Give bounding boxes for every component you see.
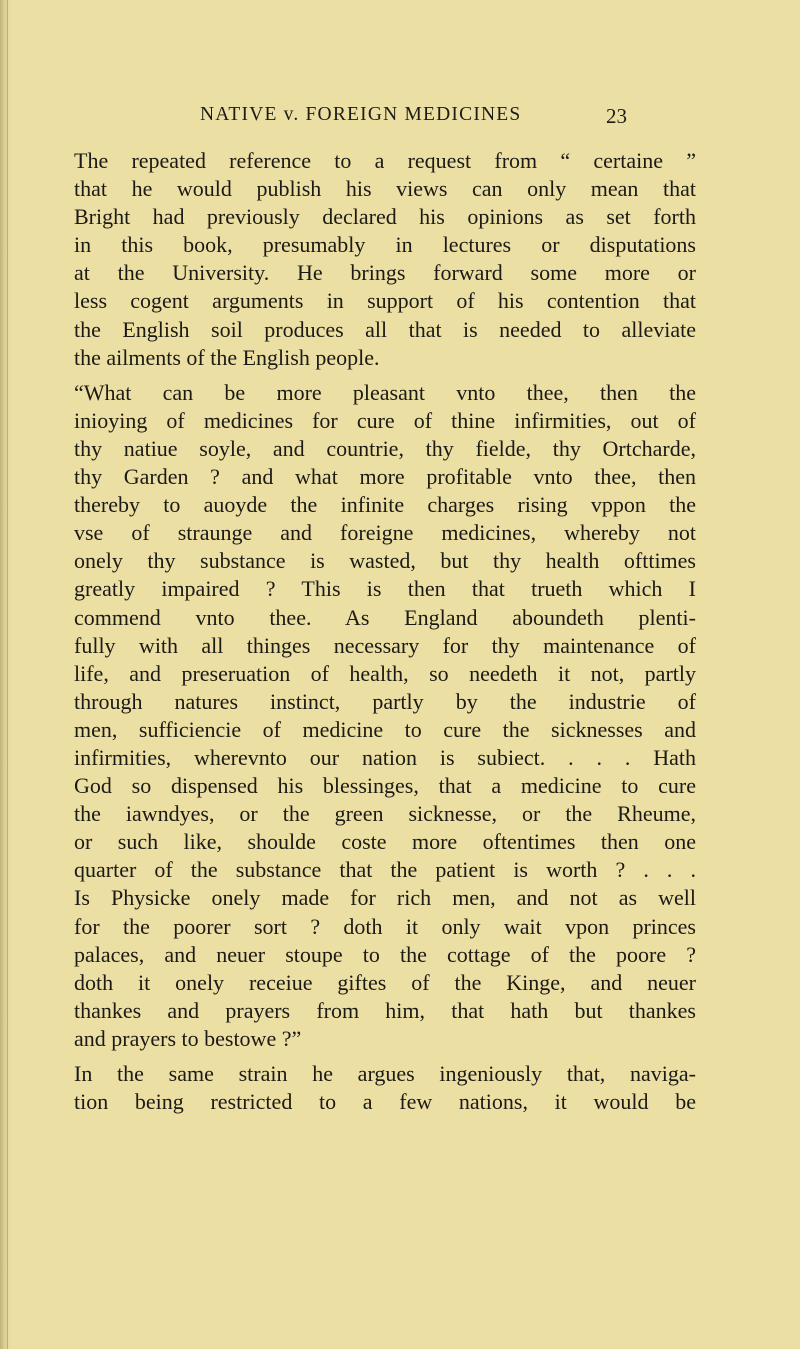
text-line: “What can be more pleasant vnto thee, then the xyxy=(74,379,696,405)
text-line: for the poorer sort ? doth it only wait vpon princes xyxy=(74,913,696,939)
text-line: through natures instinct, partly by the industrie of xyxy=(74,688,696,714)
text-line: Bright had previously declared his opinions as set forth xyxy=(74,204,696,230)
running-head-title: NATIVE v. FOREIGN MEDICINES xyxy=(200,104,522,125)
page-number: 23 xyxy=(606,104,627,128)
text-body xyxy=(74,147,696,1123)
text-line: thereby to auoyde the infinite charges rising vppon the xyxy=(74,492,696,518)
paragraph-2-quotation xyxy=(74,379,696,1053)
text-line: life, and preseruation of health, so needeth it not, partly xyxy=(74,660,696,686)
text-line: quarter of the substance that the patient is worth ? . . . xyxy=(74,857,696,883)
text-line: in this book, presumably in lectures or disputations xyxy=(74,232,696,258)
text-line: doth it onely receiue giftes of the Kinge, and neuer xyxy=(74,969,696,995)
text-line: at the University. He brings forward some more or xyxy=(74,260,696,286)
text-line: palaces, and neuer stoupe to the cottage of the poore ? xyxy=(74,941,696,967)
running-head xyxy=(200,104,627,126)
text-line: Is Physicke onely made for rich men, and not as well xyxy=(74,885,696,911)
text-line: or such like, shoulde coste more oftentimes then one xyxy=(74,829,696,855)
text-line: thy Garden ? and what more profitable vnto thee, then xyxy=(74,464,696,490)
text-line: tion being restricted to a few nations, it would be xyxy=(74,1089,696,1115)
text-line: fully with all thinges necessary for thy maintenance of xyxy=(74,632,696,658)
text-line: thankes and prayers from him, that hath but thankes xyxy=(74,997,696,1023)
text-line: The repeated reference to a request from “ certaine ” xyxy=(74,148,696,173)
text-line: and prayers to bestowe ?” xyxy=(74,1025,302,1051)
text-line: commend vnto thee. As England aboundeth plenti- xyxy=(74,604,696,630)
page-gutter-shadow xyxy=(0,0,12,1349)
text-line: thy natiue soyle, and countrie, thy fielde, thy Ortcharde, xyxy=(74,435,696,461)
page-edge-line xyxy=(7,0,8,1349)
text-line: that he would publish his views can only mean that xyxy=(74,176,696,202)
text-line: men, sufficiencie of medicine to cure the sicknesses and xyxy=(74,716,696,742)
text-line: the English soil produces all that is needed to alleviate xyxy=(74,316,696,342)
text-line: In the same strain he argues ingeniously that, naviga- xyxy=(74,1061,696,1086)
text-line: the iawndyes, or the green sicknesse, or the Rheume, xyxy=(74,801,696,827)
paragraph-1 xyxy=(74,147,696,372)
text-line: vse of straunge and foreigne medicines, whereby not xyxy=(74,520,696,546)
paragraph-3 xyxy=(74,1060,696,1116)
text-line: less cogent arguments in support of his contention that xyxy=(74,288,696,314)
text-line: inioying of medicines for cure of thine infirmities, out of xyxy=(74,407,696,433)
text-line: onely thy substance is wasted, but thy health ofttimes xyxy=(74,548,696,574)
text-line: the ailments of the English people. xyxy=(74,344,380,370)
text-line: God so dispensed his blessinges, that a medicine to cure xyxy=(74,773,696,799)
text-line: infirmities, wherevnto our nation is subiect. . . . Hath xyxy=(74,744,696,770)
text-line: greatly impaired ? This is then that trueth which I xyxy=(74,576,696,602)
